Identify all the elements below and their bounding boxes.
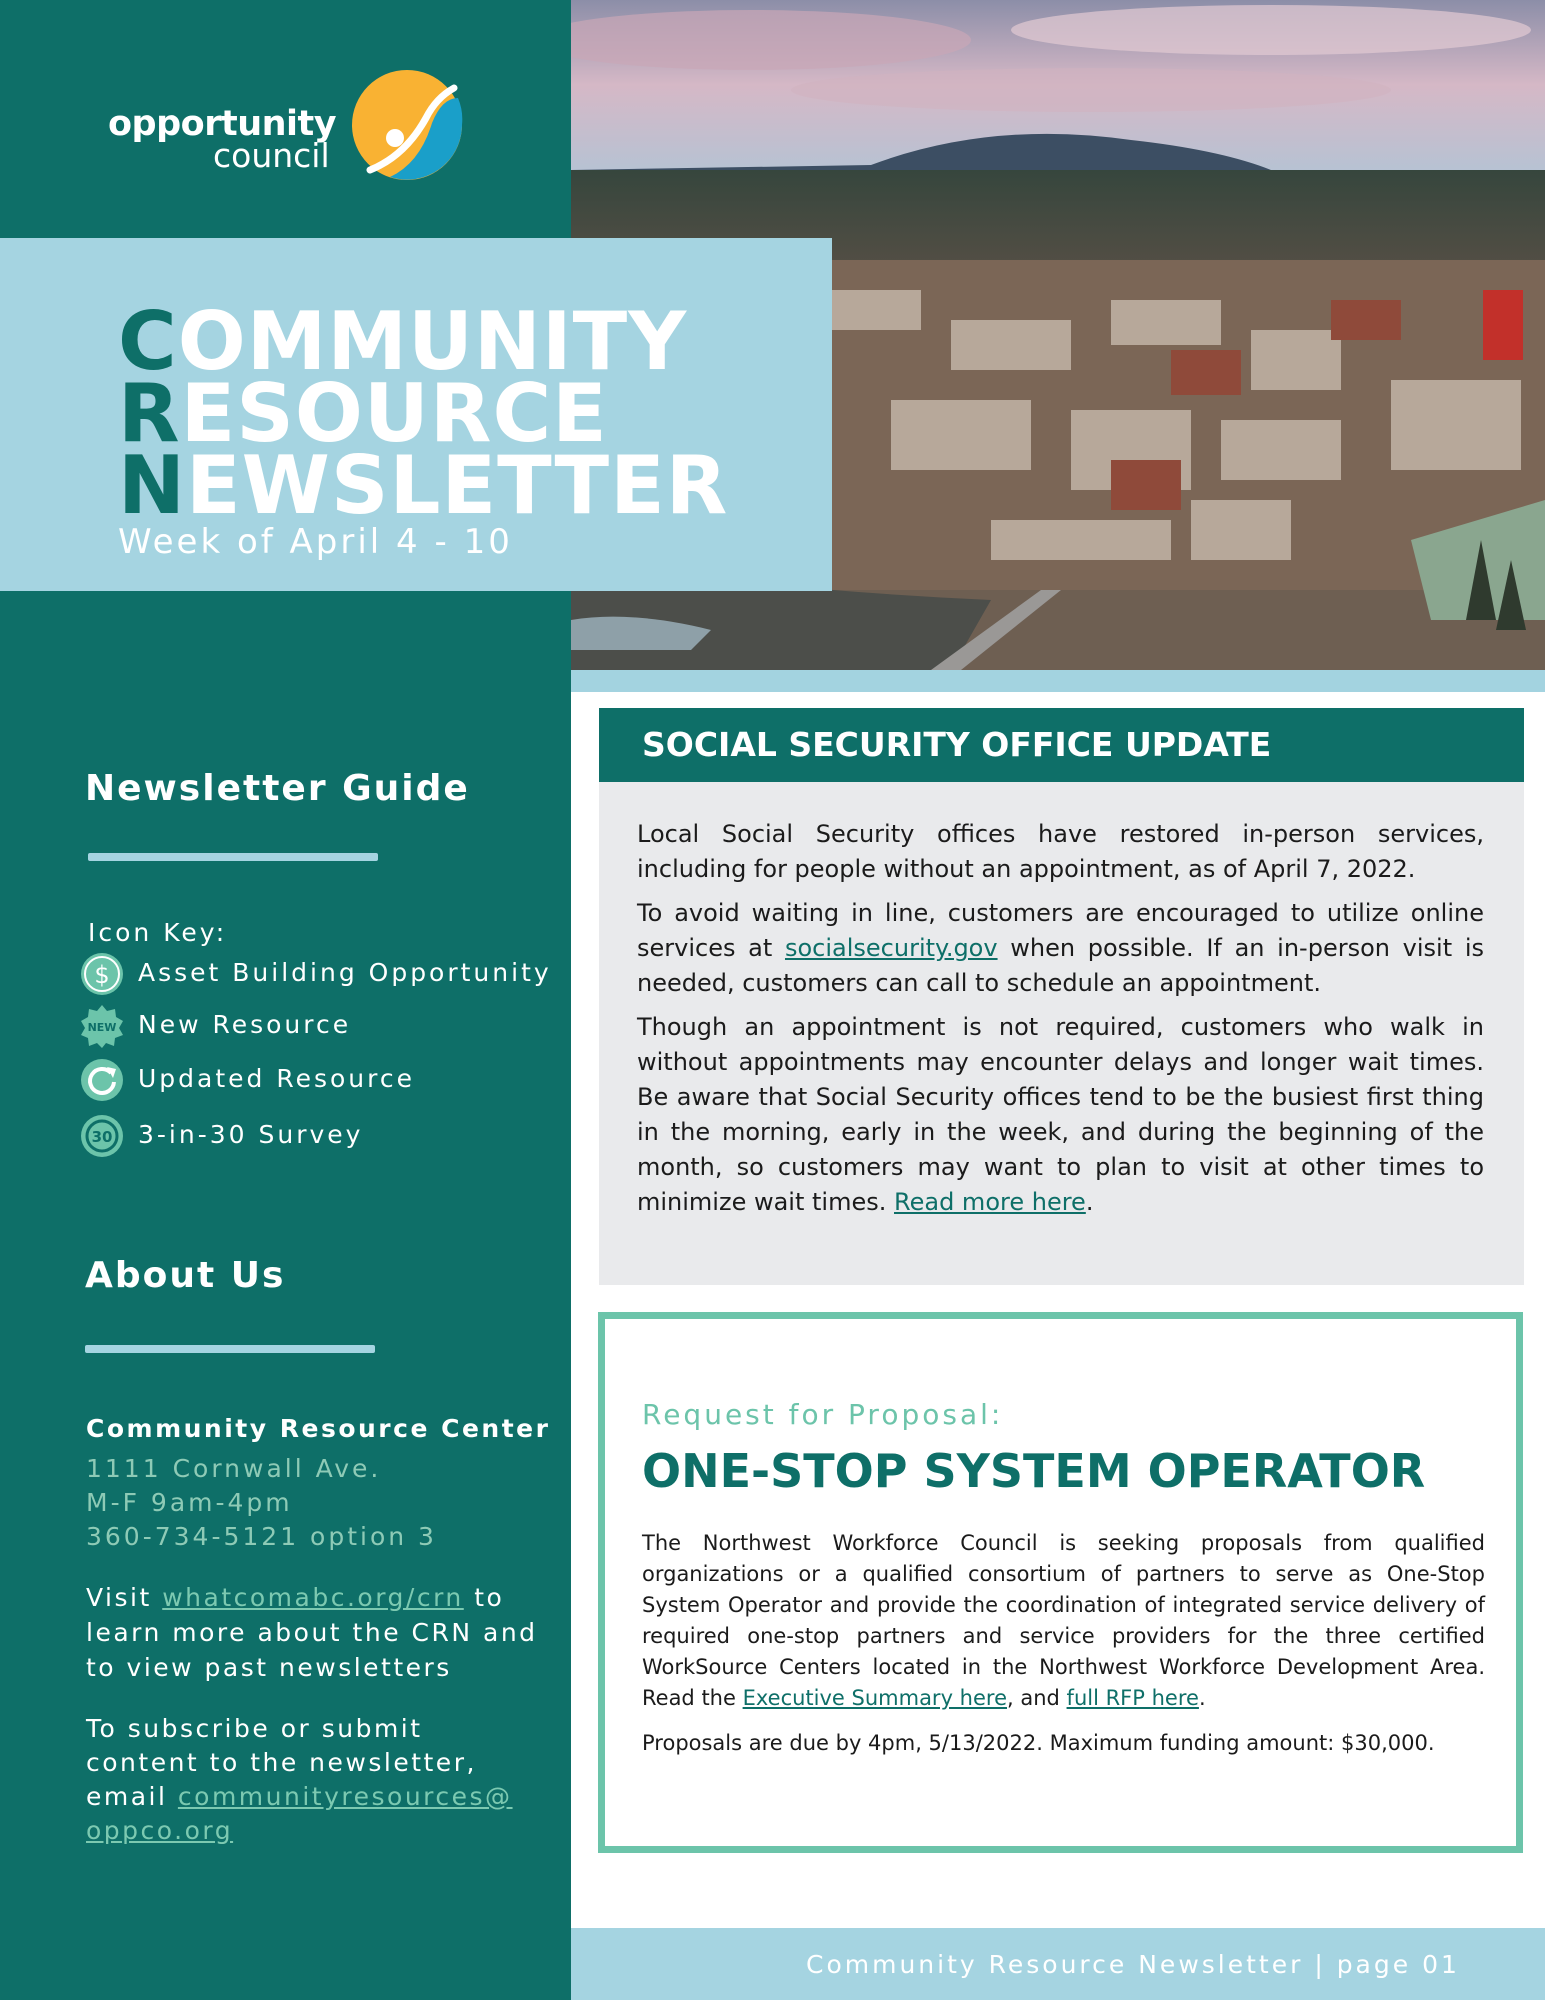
rfp-paragraph-2: Proposals are due by 4pm, 5/13/2022. Maximum funding amount: $30,000. (642, 1731, 1435, 1755)
icon-key-label: Updated Resource (138, 1064, 416, 1093)
title-cap-c: C (118, 295, 178, 388)
rfp-p1-text-a: The Northwest Workforce Council is seeking proposals from qualified organizations or a qualified consortium of partners to serve as One-Stop System Operator and provide the coordination of integrated service delivery of required one-stop partners and service providers for the three certified WorkSource Centers located in the Northwest Workforce Development Area. Read the (642, 1531, 1485, 1710)
icon-key-label: Asset Building Opportunity (138, 958, 552, 987)
crn-website-link[interactable]: whatcomabc.org/crn (162, 1583, 464, 1612)
visit-prefix: Visit (86, 1583, 163, 1612)
newsletter-guide-heading: Newsletter Guide (85, 768, 470, 809)
icon-key-label: New Resource (138, 1010, 352, 1039)
ss-paragraph-3 (637, 1010, 1484, 1220)
rfp-kicker: Request for Proposal: (642, 1398, 1004, 1431)
title-rest-2: ESOURCE (180, 367, 608, 460)
rfp-paragraph-1 (642, 1528, 1485, 1714)
survey-30-icon (80, 1114, 124, 1158)
photo-bottom-strip (571, 670, 1545, 692)
rfp-title: ONE-STOP SYSTEM OPERATOR (642, 1444, 1426, 1498)
dollar-icon (80, 952, 124, 996)
icon-key-item-updated-resource (80, 1058, 560, 1102)
crc-heading: Community Resource Center (86, 1414, 551, 1443)
executive-summary-link[interactable]: Executive Summary here (742, 1686, 1007, 1710)
title-cap-n: N (118, 439, 186, 532)
svg-text:$: $ (94, 961, 110, 989)
subscribe-prefix: To subscribe or submit content to the newsletter, email (86, 1714, 477, 1811)
about-divider (85, 1345, 375, 1353)
icon-key-item-asset-building (80, 952, 560, 996)
icon-key-heading: Icon Key: (88, 918, 228, 947)
svg-text:30: 30 (91, 1128, 113, 1146)
social-security-heading: SOCIAL SECURITY OFFICE UPDATE (642, 725, 1272, 764)
rfp-p1-text-c: . (1198, 1686, 1206, 1710)
visit-suffix: to learn more about the CRN and to view past newsletters (86, 1583, 538, 1682)
opportunity-council-logo[interactable] (105, 68, 465, 183)
read-more-link[interactable]: Read more here (894, 1188, 1086, 1216)
ss-p2-text-b: when possible. If an in-person visit is needed, customers can call to schedule an appointment. (637, 934, 1484, 997)
logo-mark-icon (350, 68, 465, 183)
crc-hours: M-F 9am-4pm (86, 1488, 293, 1517)
refresh-icon (80, 1058, 124, 1102)
title-rest-1: OMMUNITY (177, 295, 688, 388)
ss-paragraph-2 (637, 896, 1484, 1001)
email-link[interactable]: communityresources@ oppco.org (86, 1782, 513, 1845)
logo-word-council: council (213, 136, 330, 175)
svg-text:NEW: NEW (87, 1021, 117, 1034)
title-cap-r: R (118, 367, 181, 460)
ss-paragraph-1: Local Social Security offices have restored in-person services, including for people without an appointment, as of April 7, 2022. (637, 820, 1484, 883)
title-line-newsletter (118, 439, 729, 532)
full-rfp-link[interactable]: full RFP here (1066, 1686, 1199, 1710)
footer-text: Community Resource Newsletter | page 01 (806, 1950, 1460, 1979)
week-of-date: Week of April 4 - 10 (118, 522, 513, 562)
socialsecurity-gov-link[interactable]: socialsecurity.gov (784, 934, 998, 962)
icon-key-item-new-resource (80, 1004, 560, 1048)
crc-address: 1111 Cornwall Ave. (86, 1454, 382, 1483)
rfp-p1-text-b: , and (1007, 1686, 1067, 1710)
ss-p3-text-a: Though an appointment is not required, customers who walk in without appointments may encounter delays and longer wait times. Be aware that Social Security offices tend to be the busiest first thing in the morning, early in the week, and during the beginning of the month, so customers may want to plan to visit at other times to minimize wait times. (637, 1013, 1484, 1216)
title-rest-3: EWSLETTER (185, 439, 729, 532)
subscribe-text (86, 1712, 546, 1848)
icon-key-item-survey (80, 1114, 560, 1158)
crc-phone: 360-734-5121 option 3 (86, 1522, 437, 1551)
ss-p2-text-a: To avoid waiting in line, customers are encouraged to utilize online services at (637, 899, 1484, 962)
ss-p3-text-b: . (1085, 1188, 1094, 1216)
icon-key-label: 3-in-30 Survey (138, 1120, 364, 1149)
guide-divider (88, 853, 378, 861)
visit-text (86, 1580, 546, 1685)
about-us-heading: About Us (85, 1255, 286, 1296)
logo-word-opportunity: opportunity (108, 104, 337, 144)
new-badge-icon (80, 1004, 124, 1048)
